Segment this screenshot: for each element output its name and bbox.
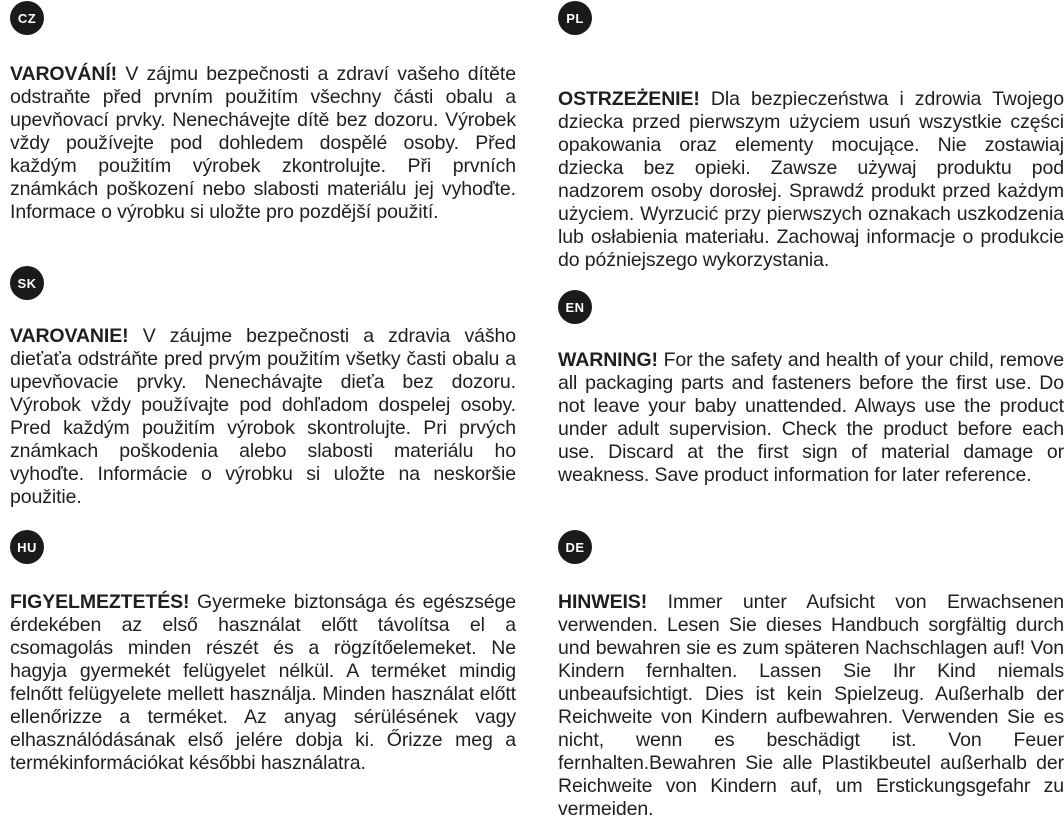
warning-body-sk: V záujme bezpečnosti a zdravia vášho dieťaťa odstráňte pred prvým použitím všetky časti obalu a upevňovacie prvky. Nenechávajte dieťa bez dozoru. Výrobok vždy používajte pod dohľadom dospelej osoby. Pred každým použitím výrobok skontrolujte. Pri prvých známkach poškodenia alebo slabosti materiálu ho vyhoďte. Informácie o výrobku si uložte na neskoršie použitie. [10,325,516,508]
warning-text-cz [10,63,516,224]
language-badge-de: DE [558,530,592,564]
warning-body-hu: Gyermeke biztonsága és egészsége érdekében az első használat előtt távolítsa el a csomagolás minden részét és a rögzítőelemeket. Ne hagyja gyermekét felügyelet nélkül. A terméket mindig felnőtt felügyelete mellett használja. Minden használat előtt ellenőrizze a terméket. Az anyag sérülésének vagy elhasználódásának első jelére dobja ki. Őrizze meg a termékinformációkat későbbi használatra. [10,591,516,774]
warning-text-hu [10,591,516,775]
warning-heading-cz: VAROVÁNÍ! [10,63,118,85]
warning-heading-de: HINWEIS! [558,591,648,613]
warning-text-pl [558,88,1064,272]
language-badge-hu: HU [10,530,44,564]
warning-heading-pl: OSTRZEŻENIE! [558,88,700,110]
language-badge-sk: SK [10,266,44,300]
language-badge-cz: CZ [10,1,44,35]
warning-heading-hu: FIGYELMEZTETÉS! [10,591,190,613]
warning-heading-en: WARNING! [558,349,658,371]
warning-heading-sk: VAROVANIE! [10,325,129,347]
language-badge-pl: PL [558,1,592,35]
warning-body-en: For the safety and health of your child, remove all packaging parts and fasteners before the first use. Do not leave your baby unattended. Always use the product under adult supervision. Check the product before each use. Discard at the first sign of material damage or weakness. Save product information for later reference. [558,349,1064,486]
warning-body-cz: V zájmu bezpečnosti a zdraví vašeho dítěte odstraňte před prvním použitím všechny části obalu a upevňovací prvky. Nenechávejte dítě bez dozoru. Výrobek vždy používejte pod dohledem dospělé osoby. Před každým použitím výrobek zkontrolujte. Při prvních známkách poškození nebo slabosti materiálu jej vyhoďte. Informace o výrobku si uložte pro pozdější použití. [10,63,516,223]
warning-body-de: Immer unter Aufsicht von Erwachsenen verwenden. Lesen Sie dieses Handbuch sorgfältig durch und bewahren sie es zum späteren Nachschlagen auf! Von Kindern fernhalten. Lassen Sie Ihr Kind niemals unbeaufsichtigt. Dies ist kein Spielzeug. Außerhalb der Reichweite von Kindern aufbewahren. Verwenden Sie es nicht, wenn es beschädigt ist. Von Feuer fernhalten.Bewahren Sie alle Plastikbeutel außerhalb der Reichweite von Kindern auf, um Erstickungsgefahr zu vermeiden. [558,591,1064,820]
warning-text-sk [10,325,516,509]
language-badge-en: EN [558,290,592,324]
warning-body-pl: Dla bezpieczeństwa i zdrowia Twojego dziecka przed pierwszym użyciem usuń wszystkie części opakowania oraz elementy mocujące. Nie zostawiaj dziecka bez opieki. Zawsze używaj produktu pod nadzorem osoby dorosłej. Sprawdź produkt przed każdym użyciem. Wyrzucić przy pierwszych oznakach uszkodzenia lub osłabienia materiału. Zachowaj informacje o produkcie do późniejszego wykorzystania. [558,88,1064,271]
warning-text-de [558,591,1064,821]
warning-text-en [558,349,1064,487]
